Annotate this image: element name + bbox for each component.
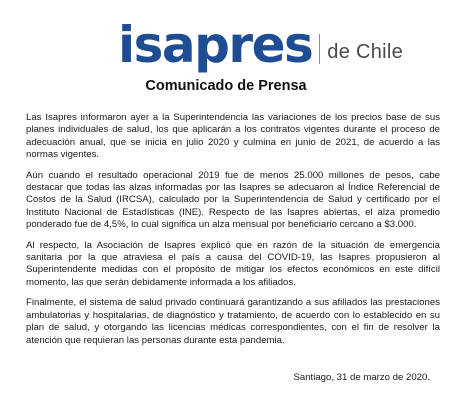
paragraph-3: Al respecto, la Asociación de Isapres explicó que en razón de la situación de emergencia sanitaria por la que atraviesa el país a causa del COVID-19, las Isapres propusieron al Superintendente medidas con el propósito de mitigar los efectos económicos en este difícil momento, las que serán debidamente informada a los afiliados.: [26, 239, 440, 288]
press-release-body: [26, 112, 440, 347]
logo-subtitle: de Chile: [327, 41, 404, 63]
paragraph-1: Las Isapres informaron ayer a la Superintendencia las variaciones de los precios base de sus planes individuales de salud, los que aplicarán a los contratos vigentes durante el proceso de adecuación anual, que se inicia en julio 2020 y culmina en junio de 2021, de acuerdo a las normas vigentes.: [26, 112, 440, 161]
logo-divider: [319, 34, 320, 64]
page-title: Comunicado de Prensa: [145, 78, 307, 94]
date-signature: Santiago, 31 de marzo de 2020.: [293, 372, 430, 383]
logo-wordmark: isapres: [118, 16, 313, 74]
paragraph-4: Finalmente, el sistema de salud privado continuará garantizando a sus afiliados las prestaciones ambulatorias y hospitalarias, de diagnóstico y tratamiento, de acuerdo con lo establecido en su plan de salud, y otorgando las licencias médicas correspondientes, con el fin de resolver la atención que requieran las personas durante esta pandemia.: [26, 297, 440, 346]
paragraph-2: Aún cuando el resultado operacional 2019 fue de menos 25.000 millones de pesos, cabe destacar que todas las alzas informadas por las Isapres se adecuaron al Índice Referencial de Costos de la Salud (IRCSA), calculado por la Superintendencia de Salud y certificado por el Instituto Nacional de Estadísticas (INE). Respecto de las Isapres abiertas, el alza promedio ponderado fue de 4,5%, lo cual significa un alza mensual por beneficiario cercano a $3.000.: [26, 169, 440, 231]
isapres-logo: [118, 10, 404, 74]
